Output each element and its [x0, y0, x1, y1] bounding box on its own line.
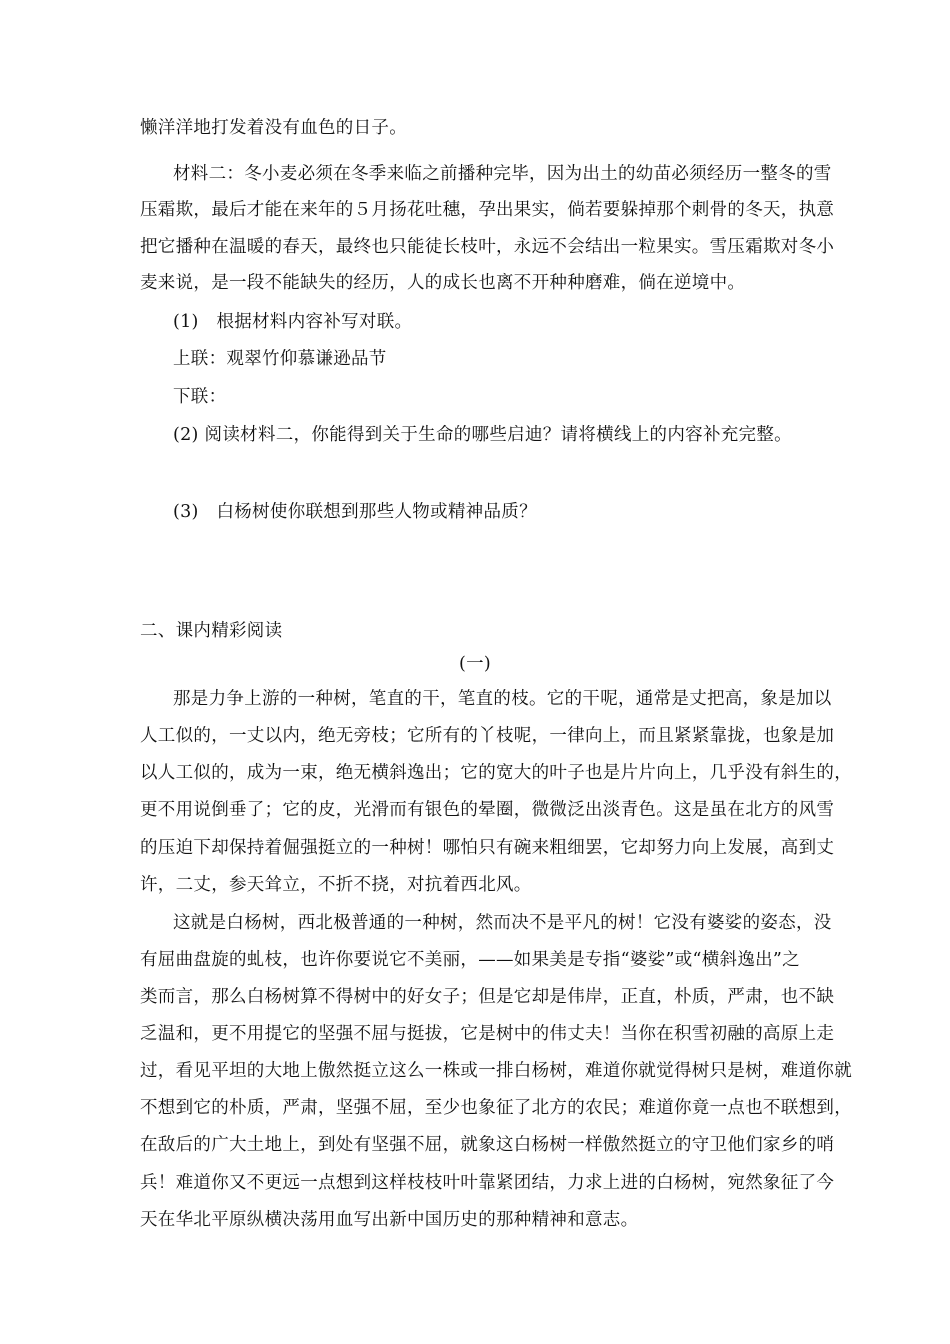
question-3: (3) 白杨树使你联想到那些人物或精神品质？ [173, 502, 537, 522]
passage-line: 有屈曲盘旋的虬枝，也许你要说它不美丽，——如果美是专指“婆娑”或“横斜逸出”之 [140, 950, 800, 970]
material-two-line: 把它播种在温暖的春天，最终也只能徒长枝叶，永远不会结出一粒果实。雪压霜欺对冬小 [140, 237, 835, 257]
material-two-line: 材料二：冬小麦必须在冬季来临之前播种完毕，因为出土的幼苗必须经历一整冬的雪 [173, 164, 832, 184]
material-two-line: 压霜欺，最后才能在来年的５月扬花吐穗，孕出果实，倘若要躲掉那个刺骨的冬天，执意 [140, 200, 835, 220]
passage-line: 乏温和，更不用提它的坚强不屈与挺拔，它是树中的伟丈夫！当你在积雪初融的高原上走 [140, 1024, 835, 1044]
passage-line: 过，看见平坦的大地上傲然挺立这么一株或一排白杨树，难道你就觉得树只是树，难道你就 [140, 1061, 852, 1081]
passage-line: 那是力争上游的一种树，笔直的干，笔直的枝。它的干呢，通常是丈把高，象是加以 [173, 689, 832, 709]
couplet-lower: 下联： [173, 387, 227, 407]
material-two-line: 麦来说，是一段不能缺失的经历，人的成长也离不开种种磨难，倘在逆境中。 [140, 273, 746, 293]
passage-line: 类而言，那么白杨树算不得树中的好女子；但是它却是伟岸，正直，朴质，严肃，也不缺 [140, 987, 835, 1007]
part-number: (一) [458, 654, 492, 674]
material-one-tail: 懒洋洋地打发着没有血色的日子。 [140, 118, 407, 138]
passage-line: 这就是白杨树，西北极普通的一种树，然而决不是平凡的树！它没有婆娑的姿态，没 [173, 913, 832, 933]
passage-line: 天在华北平原纵横决荡用血写出新中国历史的那种精神和意志。 [140, 1210, 639, 1230]
passage-line: 人工似的，一丈以内，绝无旁枝；它所有的丫枝呢，一律向上，而且紧紧靠拢，也象是加 [140, 726, 835, 746]
passage-line: 兵！难道你又不更远一点想到这样枝枝叶叶靠紧团结，力求上进的白杨树，宛然象征了今 [140, 1173, 835, 1193]
passage-line: 更不用说倒垂了；它的皮，光滑而有银色的晕圈，微微泛出淡青色。这是虽在北方的风雪 [140, 800, 835, 820]
question-1: (1) 根据材料内容补写对联。 [173, 312, 413, 332]
section-heading: 二、课内精彩阅读 [140, 621, 283, 641]
couplet-upper: 上联：观翠竹仰慕谦逊品节 [173, 349, 387, 369]
passage-line: 许，二丈，参天耸立，不折不挠，对抗着西北风。 [140, 875, 532, 895]
passage-line: 的压迫下却保持着倔强挺立的一种树！哪怕只有碗来粗细罢，它却努力向上发展，高到丈 [140, 838, 835, 858]
passage-line: 不想到它的朴质，严肃，坚强不屈，至少也象征了北方的农民；难道你竟一点也不联想到， [140, 1098, 852, 1118]
question-2: (2) 阅读材料二，你能得到关于生命的哪些启迪？请将横线上的内容补充完整。 [173, 425, 792, 445]
passage-line: 在敌后的广大土地上，到处有坚强不屈，就象这白杨树一样傲然挺立的守卫他们家乡的哨 [140, 1135, 835, 1155]
passage-line: 以人工似的，成为一束，绝无横斜逸出；它的宽大的叶子也是片片向上，几乎没有斜生的， [140, 763, 852, 783]
